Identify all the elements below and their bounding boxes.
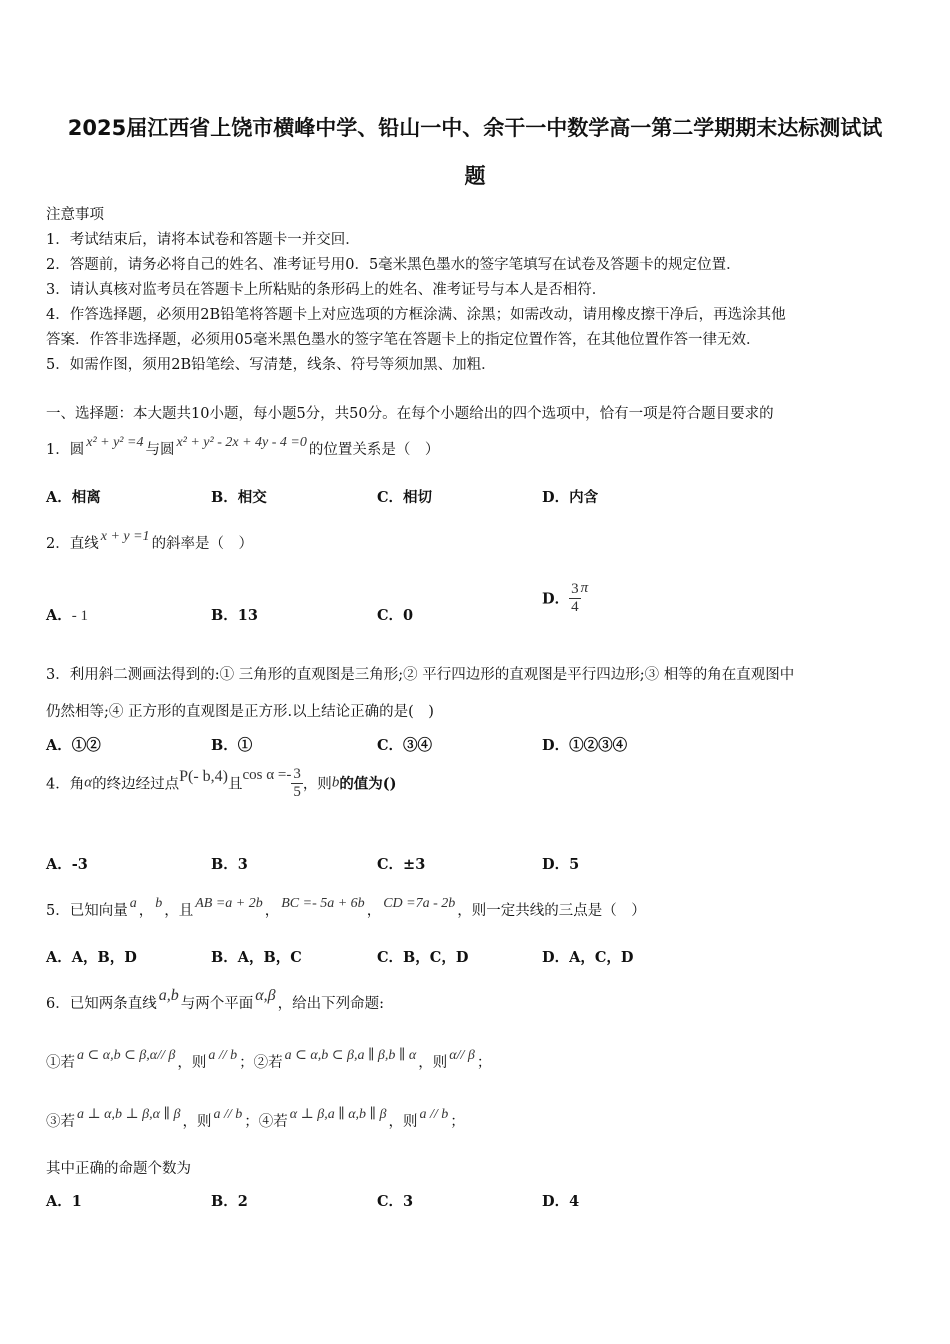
q5-text-3: ，且 <box>164 903 194 919</box>
q5-option-c[interactable]: C．B，C，D <box>377 949 469 966</box>
q6-prop4-if: ；④若 <box>244 1114 288 1130</box>
q6-propositions-3-4 <box>46 1107 465 1131</box>
question-1 <box>46 435 440 459</box>
q5-math-bc: BC =- 5a + 6b <box>281 896 365 911</box>
q4-text-4: ，则 <box>302 776 332 793</box>
q5-number: 5． <box>46 903 70 919</box>
q4-math-b: b <box>331 774 340 791</box>
q6-prop2-result: α// β <box>449 1048 475 1063</box>
q6-ask: 其中正确的命题个数为 <box>46 1161 191 1177</box>
q6-prop4-math: α ⊥ β,a ∥ α,b ∥ β <box>289 1107 387 1122</box>
q5-math-b: b <box>155 896 163 911</box>
q2-option-d-fraction <box>569 581 581 615</box>
q1-math-2: x² + y² - 2x + 4y - 4 =0 <box>176 435 307 450</box>
q2-option-d-denominator: 4 <box>571 598 579 615</box>
q5-option-d[interactable]: D．A，C，D <box>542 949 634 966</box>
q6-prop1-result: a // b <box>208 1048 238 1063</box>
q6-option-b[interactable]: B．2 <box>211 1193 248 1210</box>
q4-text-1: 角 <box>69 776 85 793</box>
q1-option-b[interactable]: B．相交 <box>211 489 267 506</box>
q5-math-ab: AB =a + 2b <box>195 896 263 911</box>
q4-fraction-denominator: 5 <box>293 783 301 800</box>
q2-option-d[interactable] <box>542 580 588 615</box>
question-4 <box>46 766 397 800</box>
q2-option-a-label: A． <box>46 607 72 624</box>
q6-prop3-if: ③若 <box>46 1114 75 1130</box>
q1-number: 1． <box>46 442 70 458</box>
notice-item-1: 1．考试结束后，请将本试卷和答题卡一并交回． <box>46 232 360 248</box>
q6-number: 6． <box>46 996 70 1012</box>
notice-item-2: 2．答题前，请务必将自己的姓名、准考证号用0．5毫米黑色墨水的签字笔填写在试卷及答题卡的规定位置． <box>46 257 741 273</box>
notice-item-4: 4．作答选择题，必须用2B铅笔将答题卡上对应选项的方框涂满、涂黑；如需改动，请用橡皮擦干净后，再选涂其他 <box>46 307 786 323</box>
document-title-line2: 题 <box>464 164 486 188</box>
q6-prop3-then: ，则 <box>182 1114 212 1130</box>
q2-option-a-value: - 1 <box>71 608 89 624</box>
notice-item-4-cont: 答案．作答非选择题，必须用05毫米黑色墨水的签字笔在答题卡上的指定位置作答，在其他位置作答一律无效． <box>46 332 761 348</box>
q6-prop1-if: ①若 <box>46 1055 75 1071</box>
q4-option-b[interactable]: B．3 <box>211 856 248 873</box>
q1-text-3: 的位置关系是（ ） <box>308 442 440 458</box>
q2-number: 2． <box>46 536 70 552</box>
question-6 <box>46 987 384 1013</box>
q5-text-6: ，则一定共线的三点是（ ） <box>457 903 646 919</box>
q6-option-c[interactable]: C．3 <box>377 1193 414 1210</box>
q2-option-c[interactable]: C．0 <box>377 607 414 624</box>
q5-text-5: ， <box>366 903 382 919</box>
q6-propositions-1-2 <box>46 1048 492 1072</box>
q4-text-5: 的值为() <box>339 775 397 793</box>
q6-math-planes: α,β <box>255 987 276 1004</box>
q2-text-1: 直线 <box>69 536 99 552</box>
q5-text-4: ， <box>264 903 280 919</box>
document-title-line1: 2025届江西省上饶市横峰中学、铅山一中、余干一中数学高一第二学期期末达标测试试 <box>67 116 883 140</box>
q4-text-3: 且 <box>228 776 243 793</box>
q5-text-1: 已知向量 <box>69 903 128 919</box>
q6-text-1: 已知两条直线 <box>69 996 157 1012</box>
q6-prop4-then: ，则 <box>388 1114 418 1130</box>
q6-prop2-math: a ⊂ α,b ⊂ β,a ∥ β,b ∥ α <box>284 1048 417 1063</box>
q1-option-d[interactable]: D．内含 <box>542 489 599 506</box>
q4-math-alpha: α <box>84 774 93 791</box>
q4-option-d[interactable]: D．5 <box>542 856 580 873</box>
q3-option-c[interactable]: C．③④ <box>377 737 433 754</box>
q4-option-a[interactable]: A．-3 <box>46 856 88 873</box>
q3-option-b[interactable]: B．① <box>211 737 253 754</box>
q6-prop3-result: a // b <box>213 1107 243 1122</box>
notice-item-3: 3．请认真核对监考员在答题卡上所粘贴的条形码上的姓名、准考证号与本人是否相符． <box>46 282 607 298</box>
q6-text-3: ，给出下列命题: <box>277 996 384 1012</box>
q6-prop1-math: a ⊂ α,b ⊂ β,α// β <box>77 1048 176 1063</box>
q6-prop3-math: a ⊥ α,b ⊥ β,α ∥ β <box>77 1107 181 1122</box>
q2-option-d-pi: π <box>580 580 589 596</box>
notice-item-5: 5．如需作图，须用2B铅笔绘、写清楚，线条、符号等须加黑、加粗． <box>46 357 496 373</box>
q1-text-2: 与圆 <box>145 442 175 458</box>
q4-fraction <box>291 766 303 800</box>
q3-option-a[interactable]: A．①② <box>46 737 101 754</box>
q6-option-d[interactable]: D．4 <box>542 1193 580 1210</box>
q4-number: 4． <box>46 776 70 793</box>
q6-prop1-then: ，则 <box>177 1055 207 1071</box>
q3-option-d[interactable]: D．①②③④ <box>542 737 628 754</box>
question-5 <box>46 896 646 920</box>
q6-prop2-end: ； <box>476 1055 492 1071</box>
q6-text-2: 与两个平面 <box>180 996 254 1012</box>
q2-math-1: x + y =1 <box>100 529 150 544</box>
q6-prop2-then: ，则 <box>418 1055 448 1071</box>
q5-option-b[interactable]: B．A，B，C <box>211 949 302 966</box>
q4-text-2: 的终边经过点 <box>92 776 180 793</box>
q5-option-a[interactable]: A．A，B，D <box>46 949 137 966</box>
question-3-line1: 3．利用斜二测画法得到的:① 三角形的直观图是三角形;② 平行四边形的直观图是平行四边形;③ 相等的角在直观图中 <box>46 667 795 683</box>
q5-math-cd: CD =7a - 2b <box>383 896 456 911</box>
notice-heading: 注意事项 <box>46 207 104 223</box>
q1-option-c[interactable]: C．相切 <box>377 489 433 506</box>
q6-prop4-end: ； <box>450 1114 465 1130</box>
q1-text-1: 圆 <box>69 442 85 458</box>
q4-option-c[interactable]: C．±3 <box>377 856 426 873</box>
q5-text-2: ， <box>138 903 154 919</box>
q1-math-1: x² + y² =4 <box>86 435 144 450</box>
q2-option-d-label: D． <box>542 590 570 608</box>
q6-prop2-if: ；②若 <box>239 1055 283 1071</box>
q6-math-lines: a,b <box>158 987 179 1004</box>
q5-math-a: a <box>129 896 137 911</box>
q4-fraction-numerator: 3 <box>293 766 301 782</box>
q2-option-b[interactable]: B．13 <box>211 607 258 624</box>
q4-math-cos: cos α =- <box>242 767 292 783</box>
q2-option-a[interactable] <box>46 604 88 625</box>
q2-option-d-numerator: 3 <box>571 581 579 597</box>
section-heading: 一、选择题：本大题共10小题，每小题5分，共50分。在每个小题给出的四个选项中，恰有一项是符合题目要求的 <box>46 406 774 422</box>
q6-prop4-result: a // b <box>419 1107 449 1122</box>
question-2 <box>46 529 254 553</box>
question-3-line2: 仍然相等;④ 正方形的直观图是正方形.以上结论正确的是( ) <box>46 704 434 720</box>
q2-text-2: 的斜率是（ ） <box>151 536 254 552</box>
q4-math-point: P(- b,4) <box>179 768 228 785</box>
q1-option-a[interactable]: A．相离 <box>46 489 101 506</box>
q6-option-a[interactable]: A．1 <box>46 1193 82 1210</box>
